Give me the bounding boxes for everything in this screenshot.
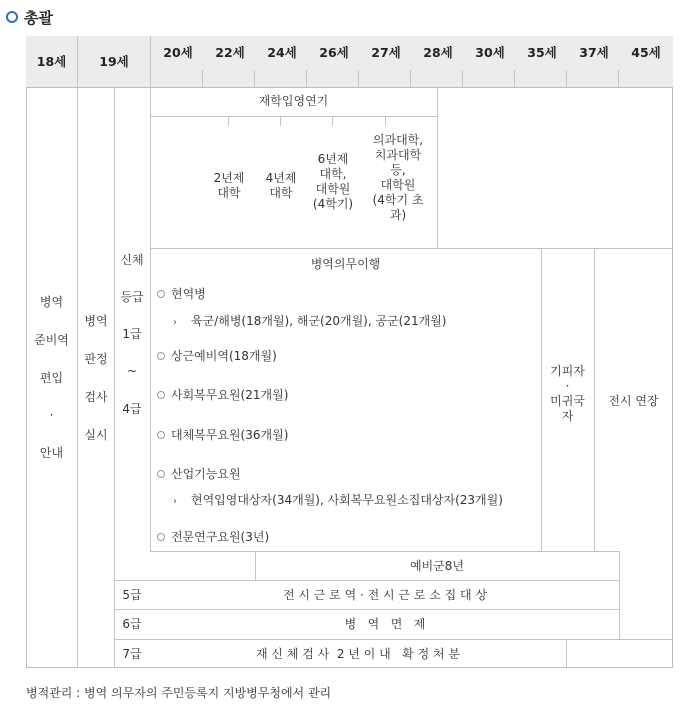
- grid-line: [114, 580, 620, 581]
- left-col-line: ·: [49, 408, 54, 422]
- age-24: 24세: [267, 45, 297, 60]
- duty-industry: 산업기능요원: [157, 467, 241, 482]
- defer-tick: [385, 117, 386, 126]
- duty-industry-sub: › 현역입영대상자(34개월), 사회복무요원소집대상자(23개월): [173, 493, 503, 507]
- header-tick: [618, 70, 619, 88]
- circle-bullet-icon: [157, 431, 165, 439]
- age-20: 20세: [163, 45, 193, 60]
- exam-col-line: 병역: [84, 314, 108, 328]
- duty-reserve: 상근예비역(18개월): [157, 349, 277, 364]
- grade5-text: 전 시 근 로 역 · 전 시 근 로 소 집 대 상: [282, 588, 488, 602]
- defer-tick: [280, 117, 281, 126]
- grade-col-line: 등급: [120, 290, 144, 304]
- grade6-label: 6급: [122, 617, 142, 631]
- duty-active: 현역병: [157, 287, 206, 302]
- age-26: 26세: [319, 45, 349, 60]
- age-30: 30세: [475, 45, 505, 60]
- age-19: 19세: [99, 54, 129, 69]
- duty-alt: 대체복무요원(36개월): [157, 428, 288, 443]
- defer-tick: [332, 117, 333, 126]
- grade7-label: 7급: [122, 647, 142, 661]
- grid-line: [437, 88, 438, 248]
- defer-item-2yr: 2년제 대학: [213, 171, 245, 200]
- left-col-line: 편입: [39, 371, 64, 385]
- grid-line: [114, 609, 620, 610]
- grid-line: [150, 551, 620, 552]
- grade6-text: 병 역 면 제: [344, 617, 426, 631]
- age-35: 35세: [527, 45, 557, 60]
- circle-bullet-icon: [157, 470, 165, 478]
- grid-line: [150, 88, 151, 552]
- circle-bullet-icon: [6, 11, 18, 23]
- reserve-army: 예비군8년: [409, 559, 464, 573]
- duty-social: 사회복무요원(21개월): [157, 388, 288, 403]
- grid-line: [150, 248, 673, 249]
- duty-title: 병역의무이행: [310, 257, 381, 271]
- defer-tick: [228, 117, 229, 126]
- header-tick: [410, 70, 411, 88]
- grade5-label: 5급: [122, 588, 142, 602]
- header-tick: [358, 70, 359, 88]
- grade-col-line: ~: [126, 364, 138, 378]
- header-tick: [514, 70, 515, 88]
- age-27: 27세: [371, 45, 401, 60]
- chevron-right-icon: ›: [173, 317, 177, 328]
- grade-col-line: 1급: [122, 327, 142, 341]
- exam-col-line: 실시: [84, 428, 108, 442]
- defer-item-medical: 의과대학, 치과대학 등, 대학원 (4학기 초 과): [372, 133, 424, 222]
- left-col-line: 병역: [39, 295, 64, 309]
- duty-research: 전문연구요원(3년): [157, 530, 269, 545]
- grid-line: [150, 116, 437, 117]
- age-45: 45세: [631, 45, 661, 60]
- defer-item-4yr: 4년제 대학: [265, 171, 297, 200]
- circle-bullet-icon: [157, 533, 165, 541]
- duty-active-sub: › 육군/해병(18개월), 해군(20개월), 공군(21개월): [173, 314, 447, 328]
- grade-col-line: 신체: [120, 253, 144, 267]
- header-tick: [202, 70, 203, 88]
- wartime-extension: 전시 연장: [608, 394, 659, 408]
- header-tick: [566, 70, 567, 88]
- grid-line: [150, 36, 151, 88]
- left-col-line: 준비역: [34, 333, 69, 347]
- defer-item-6yr: 6년제 대학, 대학원 (4학기): [312, 152, 354, 211]
- grid-line: [566, 640, 567, 668]
- header-tick: [306, 70, 307, 88]
- grade-col-line: 4급: [122, 402, 142, 416]
- evader-cell: 기피자 · 미귀국 자: [550, 364, 585, 423]
- grid-line: [114, 639, 673, 640]
- age-37: 37세: [579, 45, 609, 60]
- circle-bullet-icon: [157, 290, 165, 298]
- circle-bullet-icon: [157, 352, 165, 360]
- circle-bullet-icon: [157, 391, 165, 399]
- exam-col-line: 검사: [84, 390, 108, 404]
- header-tick: [254, 70, 255, 88]
- defer-title: 재학입영연기: [258, 94, 329, 108]
- header-tick: [462, 70, 463, 88]
- grade7-text: 재 신 체 검 사 2 년 이 내 확 정 처 분: [256, 647, 460, 661]
- left-col-line: 안내: [39, 446, 64, 460]
- chevron-right-icon: ›: [173, 496, 177, 507]
- age-18: 18세: [36, 54, 67, 69]
- section-title: 총괄: [24, 8, 53, 27]
- footnote: 병적관리 : 병역 의무자의 주민등록지 지방병무청에서 관리: [26, 686, 332, 700]
- section-header: [6, 7, 53, 27]
- age-22: 22세: [215, 45, 245, 60]
- age-28: 28세: [423, 45, 453, 60]
- exam-col-line: 판정: [84, 352, 108, 366]
